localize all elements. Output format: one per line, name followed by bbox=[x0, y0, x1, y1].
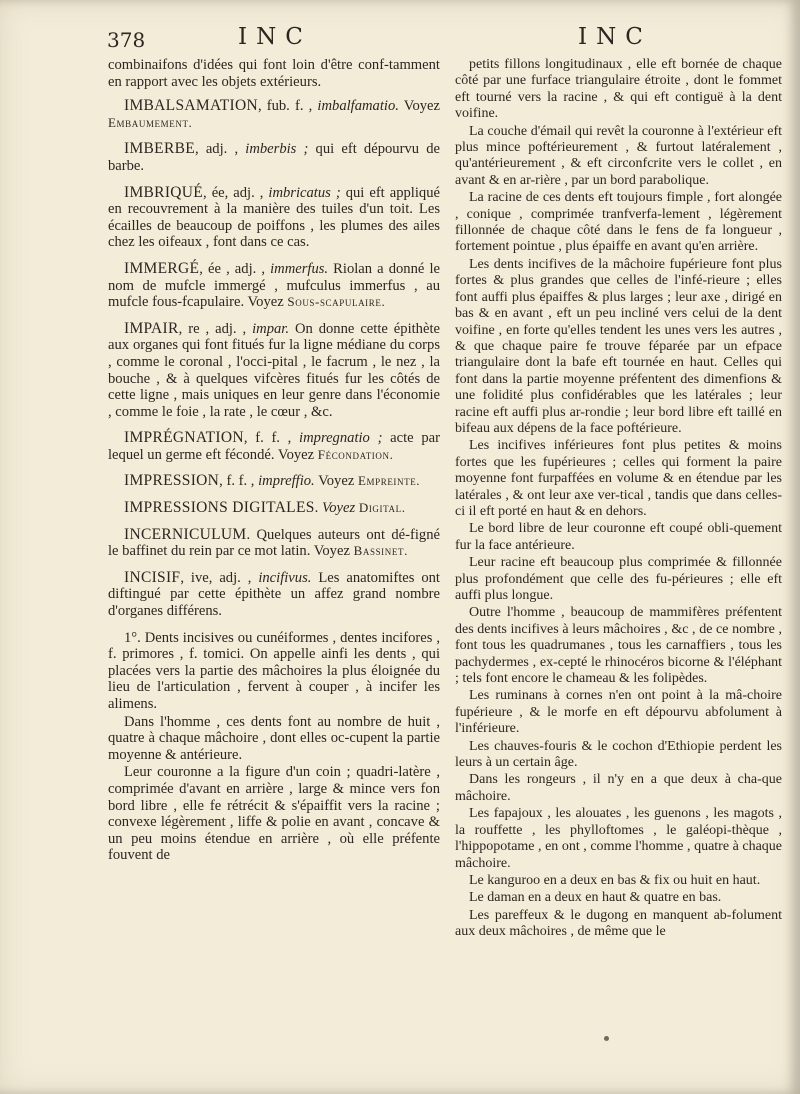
page-number: 378 bbox=[107, 28, 146, 52]
entry-grammar: , f. f. , bbox=[219, 473, 259, 490]
body-paragraph: Dans l'homme , ces dents font au nombre de huit , quatre à chaque mâchoire , dont elles oc-cupent la partie moyenne & antérieure. bbox=[108, 713, 440, 763]
entry-latin: imbalfamatio. bbox=[317, 98, 399, 115]
dictionary-entry bbox=[108, 261, 440, 311]
entry-cross-reference: Sous-scapulaire. bbox=[287, 294, 386, 310]
body-paragraph: Les fapajoux , les alouates , les guenons , les magots , la rouffette , les phylloftomes , le galéopi-thèque , l'hippopotame , en ont , comme l'homme , quatre à chaque mâchoire. bbox=[455, 806, 782, 871]
body-paragraph: Outre l'homme , beaucoup de mammifères préfentent des dents incifives à leurs mâchoires , &c , de ce nombre , font tous les quadrumanes , tous les carnaffiers , tous les pachydermes , ex-cepté le rhinocéros bicorne & l'éléphant ; tels font encore le chameau & les folipèdes. bbox=[455, 605, 782, 687]
entry-grammar: , f. f. , bbox=[243, 430, 300, 447]
entry-definition: qui eft dépourvu de barbe. bbox=[108, 141, 440, 174]
entry-grammar: . bbox=[246, 526, 257, 543]
entry-cross-reference: Empreinte. bbox=[357, 473, 421, 489]
body-paragraph: Dans les rongeurs , il n'y en a que deux à cha-que mâchoire. bbox=[455, 772, 782, 804]
entry-headword: IMPRESSIONS DIGITALES bbox=[124, 499, 315, 517]
right-column bbox=[455, 57, 782, 1077]
entry-headword: IMPRESSION bbox=[124, 472, 220, 490]
body-paragraph: La couche d'émail qui revêt la couronne à l'extérieur eft plus mince poftérieurement , & furtout latéralement , qu'antérieurement , & eft circonfcrite vers le collet , en avant & en ar-rière , par un bord parabolique. bbox=[455, 123, 782, 188]
entry-grammar: , re , adj. , bbox=[178, 320, 253, 337]
dictionary-entries bbox=[108, 98, 440, 619]
ink-spot bbox=[604, 1036, 609, 1041]
entry-grammar: , ive, adj. , bbox=[180, 569, 259, 586]
body-paragraph: Les pareffeux & le dugong en manquent ab-folument aux deux mâchoires , de même que le bbox=[455, 907, 782, 940]
entry-latin: imberbis ; bbox=[245, 141, 309, 158]
entry-latin: incifivus. bbox=[258, 569, 312, 586]
entry-definition: qui eft appliqué en recouvrement à la manière des tuiles d'un toit. Les écailles de beaucoup de poiffons , les plumes des ailes chez les oifeaux , font dans ce cas. bbox=[108, 184, 440, 251]
entry-latin: Voyez bbox=[321, 500, 356, 517]
entry-definition: acte par lequel un germe eft fécondé. Voyez bbox=[108, 430, 440, 463]
body-paragraph: 1°. Dents incisives ou cunéiformes , dentes incifores , f. primores , f. tomici. On appelle ainfi les dents , qui placées vers la partie des mâchoires la plus éloignée du lieu de l'articulation , fervent à couper , à incifer les alimens. bbox=[108, 629, 440, 712]
dictionary-entry bbox=[108, 321, 440, 421]
entry-definition: Quelques auteurs ont dé-figné le baffinet du rein par ce mot latin. Voyez bbox=[108, 526, 440, 560]
entry-latin: impregnatio ; bbox=[299, 430, 383, 447]
body-paragraph: Les incifives inférieures font plus petites & moins fortes que les fupérieures ; celles qui forment la paire moyenne font furpaffées en volume & en étendue par les latérales , & ont leur axe ver-tical , tandis que dans celles-ci il eft porté en haut & en dehors. bbox=[455, 438, 782, 519]
entry-headword: INCISIF bbox=[124, 568, 181, 586]
body-paragraph: Les chauves-fouris & le cochon d'Ethiopie perdent les leurs à un certain âge. bbox=[455, 738, 782, 771]
dictionary-entry bbox=[108, 500, 440, 517]
entry-cross-reference: Embaumement. bbox=[108, 114, 193, 130]
entry-latin: immerfus. bbox=[270, 260, 329, 277]
entry-grammar: , adj. , bbox=[195, 141, 246, 158]
entry-headword: IMPAIR bbox=[124, 319, 179, 337]
entry-latin: imbricatus ; bbox=[268, 184, 341, 201]
running-head-left: INC bbox=[238, 24, 312, 50]
entry-grammar: . bbox=[314, 500, 322, 517]
entry-cross-reference: Digital. bbox=[358, 500, 406, 516]
entry-headword: IMBRIQUÉ bbox=[124, 183, 204, 201]
body-paragraph: Le bord libre de leur couronne eft coupé obli-quement fur la face antérieure. bbox=[455, 521, 782, 553]
entry-grammar: , fub. f. , bbox=[257, 98, 318, 115]
body-paragraph: Les dents incifives de la mâchoire fupérieure font plus fortes & plus grandes que celles de l'infé-rieure ; elles font auffi plus épaiffes & plus larges ; leur axe , dirigé en bas & en avant , eft un peu incliné vers celui de la dent voifine , en forte qu'elles tendent les unes vers les autres , & que chaque paire fe trouve féparée par un efpace triangulaire dont la bafe eft tournée en haut. Celles qui font dans la partie moyenne préfentent des dimenfions & une folidité plus confidérables que les latérales ; leur racine eft auffi plus ar-rondie ; leur bord libre eft taillé en bifeau aux dépens de la face poftérieure. bbox=[455, 256, 782, 436]
entry-headword: IMBERBE bbox=[124, 140, 195, 158]
body-paragraph: petits fillons longitudinaux , elle eft bornée de chaque côté par une furface triangulaire étroite , dont le fommet eft tourné vers la racine , & qui eft contiguë à la dent voifine. bbox=[455, 57, 782, 122]
right-paragraphs bbox=[455, 57, 782, 941]
dictionary-entry bbox=[108, 430, 440, 463]
entry-definition: Riolan a donné le nom de mufcle immergé , mufculus immerfus , au mufcle fous-fcapulaire. Voyez bbox=[108, 260, 440, 311]
body-paragraph: Leur couronne a la figure d'un coin ; quadri-latère , comprimée d'avant en arrière , large & mince vers fon bord libre , elle fe rétrécit & s'épaiffit vers la racine ; convexe légèrement , liffe & polie en avant , concave & un peu moins étendue en arrière , où elle préfente fouvent de bbox=[108, 764, 440, 864]
dictionary-entry bbox=[108, 527, 440, 560]
entry-headword: INCERNICULUM bbox=[124, 525, 247, 543]
body-paragraph: Le daman en a deux en haut & quatre en bas. bbox=[469, 890, 722, 906]
entry-grammar: , ée , adj. , bbox=[199, 260, 271, 277]
entry-headword: IMPRÉGNATION bbox=[124, 429, 244, 447]
body-paragraph: Leur racine eft beaucoup plus comprimée & fillonnée plus profondément que celle des fu-périeures ; elle eft auffi plus longue. bbox=[455, 555, 782, 603]
entry-grammar: , ée, adj. , bbox=[203, 184, 269, 201]
entry-cross-reference: Fécondation. bbox=[317, 446, 394, 462]
running-head-right: INC bbox=[578, 24, 652, 50]
entry-latin: impar. bbox=[252, 320, 289, 337]
entry-headword: IMMERGÉ bbox=[124, 259, 200, 277]
entry-definition: Voyez bbox=[314, 473, 358, 490]
entry-headword: IMBALSAMATION bbox=[124, 97, 258, 115]
entry-definition: On donne cette épithète aux organes qui font fitués fur la ligne médiane du corps , comme le coronal , l'occi-pital , le facrum , le nez , la bouche , & à quelques vifcères fitués fur les côtés de cette ligne , mais uniques en leur genre dans l'économie , comme le foie , la rate , le cœur , &c. bbox=[108, 320, 440, 420]
body-paragraph: La racine de ces dents eft toujours fimple , fort alongée , conique , comprimée tranfverfa-lement , légèrement fillonnée de chaque côté dans le fens de fa longueur , fortement pointue , plus épaiffe en avant qu'en arrière. bbox=[455, 190, 782, 255]
entry-cross-reference: Bassinet. bbox=[353, 543, 408, 559]
dictionary-entry bbox=[108, 98, 440, 131]
intro-text: combinaifons d'idées qui font loin d'être conf-tamment en rapport avec les objets extérieurs. bbox=[108, 57, 440, 90]
body-paragraph: Les ruminans à cornes n'en ont point à la mâ-choire fupérieure , & le morfe en eft dépourvu abfolument à l'inférieure. bbox=[455, 688, 782, 737]
dictionary-entry bbox=[108, 185, 440, 251]
dictionary-entry bbox=[108, 141, 440, 174]
dictionary-entry bbox=[108, 570, 440, 620]
entry-definition: Les anatomiftes ont diftingué par cette épithète un affez grand nombre d'organes différens. bbox=[108, 569, 440, 620]
dictionary-entry bbox=[108, 473, 440, 490]
left-column bbox=[108, 57, 440, 1077]
body-paragraph: Le kanguroo en a deux en bas & fix ou huit en haut. bbox=[469, 872, 761, 888]
entry-definition: Voyez bbox=[398, 98, 440, 115]
entry-latin: impreffio. bbox=[258, 473, 315, 490]
left-paragraphs bbox=[108, 630, 440, 864]
